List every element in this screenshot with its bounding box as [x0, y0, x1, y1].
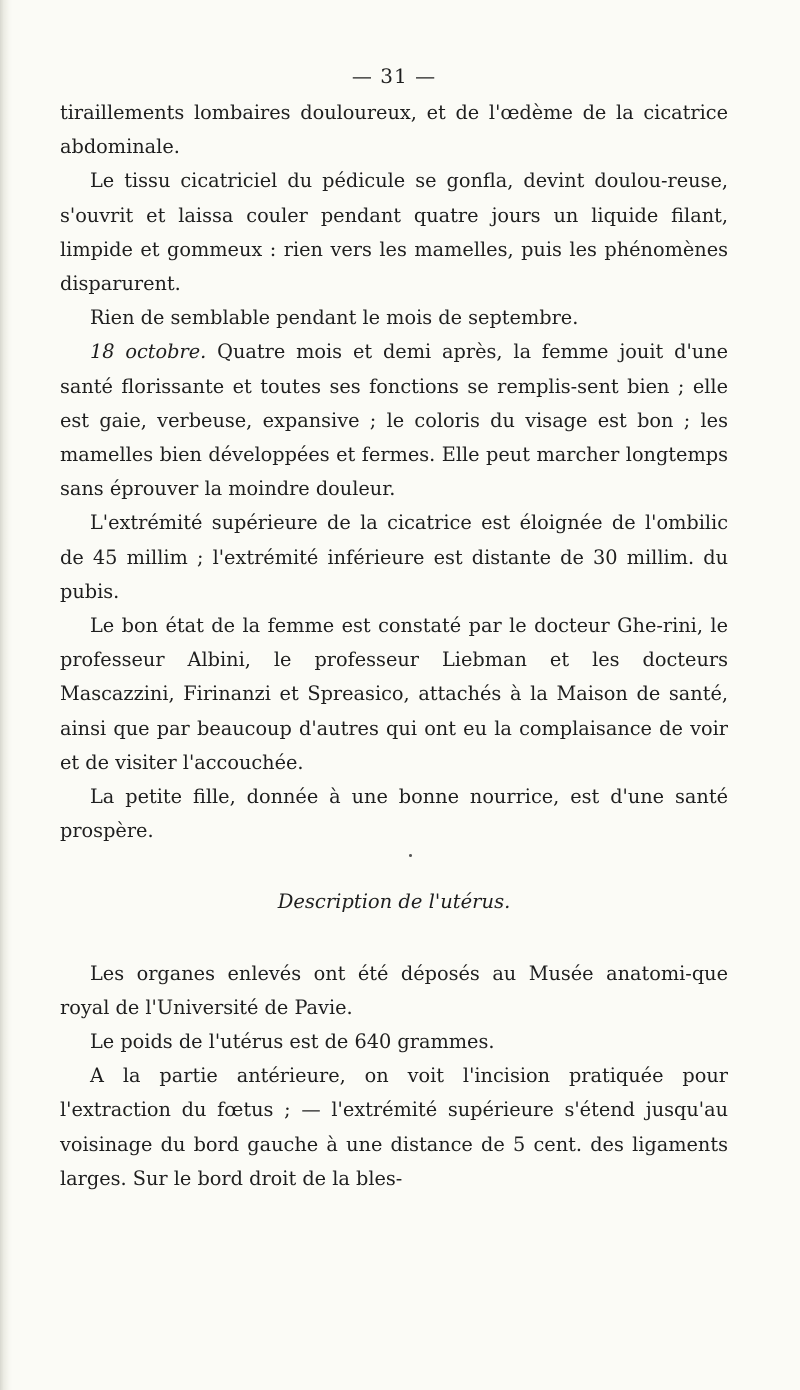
paragraph-8: Les organes enlevés ont été déposés au Musée anatomi-que royal de l'Université de Pavie.	[60, 961, 728, 1019]
binding-edge	[0, 0, 12, 1390]
paragraph-4	[60, 335, 728, 506]
paragraph-2: Le tissu cicatriciel du pédicule se gonfla, devint doulou-reuse, s'ouvrit et laissa couler pendant quatre jours un liquide filant, limpide et gommeux : rien vers les mamelles, puis les phénomènes disparurent.	[60, 169, 728, 296]
paragraph-10: A la partie antérieure, on voit l'incision pratiquée pour l'extraction du fœtus ; — l'extrémité supérieure s'étend jusqu'au voisinage du bord gauche à une distance de 5 cent. des ligaments larges. Sur le bord droit de la bles-	[60, 1064, 728, 1190]
paragraph-1: tiraillements lombaires douloureux, et de l'œdème de la cicatrice abdominale.	[60, 101, 728, 159]
paragraph-4-date: 18 octobre.	[90, 340, 207, 364]
book-page	[60, 62, 728, 1196]
paragraph-4-body: Quatre mois et demi après, la femme jouit d'une santé florissante et toutes ses fonctions se remplis-sent bien ; elle est gaie, verbeuse, expansive ; le coloris du visage est bon ; les mamelles bien développées et fermes. Elle peut marcher longtemps sans éprouver la moindre douleur.	[60, 340, 729, 501]
paragraph-3: Rien de semblable pendant le mois de septembre.	[90, 306, 579, 330]
section-title: Description de l'utérus.	[277, 890, 511, 914]
page-number: — 31 —	[351, 64, 437, 88]
paragraph-9: Le poids de l'utérus est de 640 grammes.	[90, 1030, 495, 1054]
print-speck	[409, 854, 412, 857]
paragraph-6: Le bon état de la femme est constaté par le docteur Ghe-rini, le professeur Albini, le professeur Liebman et les docteurs Mascazzini, Firinanzi et Spreasico, attachés à la Maison de santé, ainsi que par beaucoup d'autres qui ont eu la complaisance de voir et de visiter l'accouchée.	[60, 614, 728, 774]
paragraph-7: La petite fille, donnée à une bonne nourrice, est d'une santé prospère.	[60, 785, 728, 843]
paragraph-5: L'extrémité supérieure de la cicatrice est éloignée de l'ombilic de 45 millim ; l'extrémité inférieure est distante de 30 millim. du pubis.	[60, 511, 728, 603]
